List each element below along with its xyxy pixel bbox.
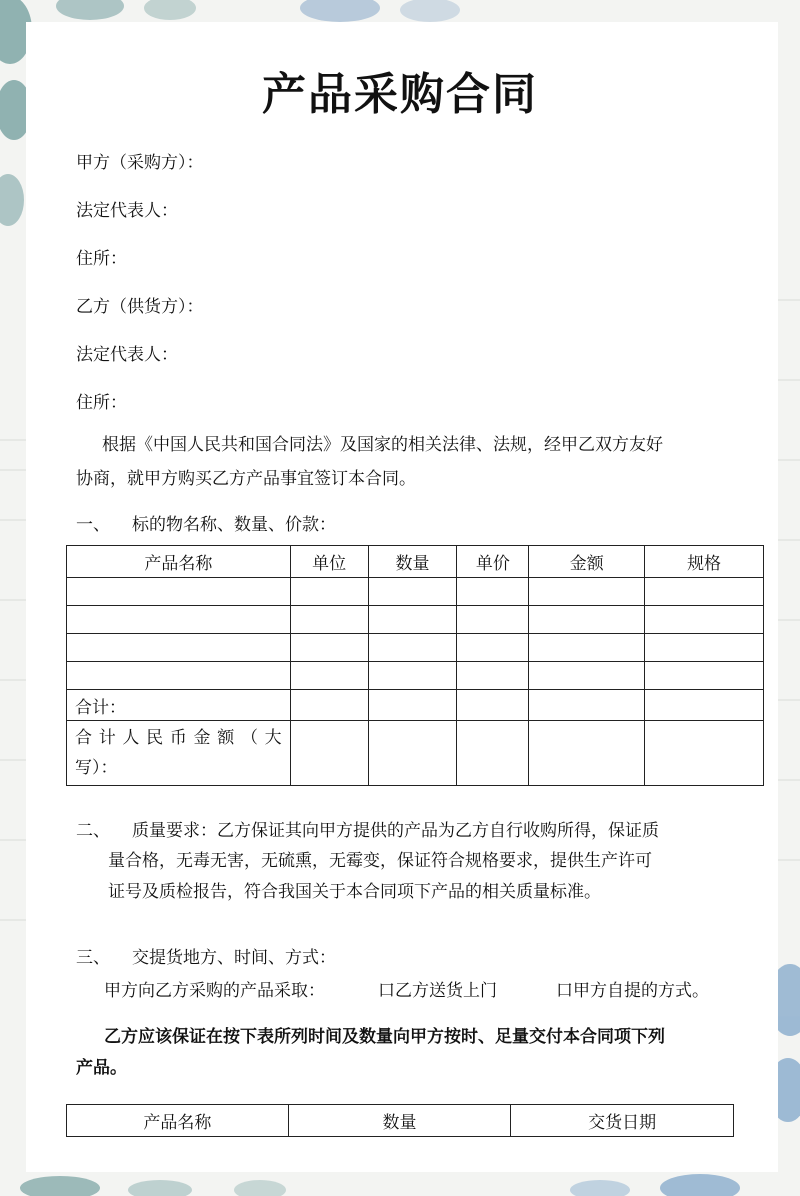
table-cell[interactable] (290, 721, 368, 786)
blue-leaf-cluster-top-right (300, 0, 460, 22)
table-header-row (67, 1105, 734, 1137)
option-buyer-pickup[interactable]: 口甲方自提的方式。 (556, 981, 709, 1001)
table-cell[interactable] (529, 606, 645, 634)
table-cell[interactable] (457, 606, 529, 634)
total-row (67, 690, 764, 721)
header-quantity: 数量 (368, 546, 457, 578)
table-cell[interactable] (290, 662, 368, 690)
delivery-obligation-line-2: 产品。 (76, 1058, 127, 1078)
section-3-number: 三、 (76, 948, 110, 968)
table-cell[interactable] (290, 634, 368, 662)
document-title: 产品采购合同 (262, 69, 538, 120)
party-a-representative-label: 法定代表人： (76, 201, 178, 221)
intro-line-2: 协商，就甲方购买乙方产品事宜签订本合同。 (76, 469, 416, 489)
total-label: 合计： (67, 690, 291, 721)
table-cell[interactable] (67, 606, 291, 634)
table-cell[interactable] (457, 634, 529, 662)
table-cell[interactable] (290, 578, 368, 606)
rmb-total-label (67, 721, 291, 786)
header-product-name: 产品名称 (67, 546, 291, 578)
table-cell[interactable] (457, 690, 529, 721)
table-cell[interactable] (529, 578, 645, 606)
rmb-total-row (67, 721, 764, 786)
table-cell[interactable] (67, 634, 291, 662)
table-cell[interactable] (645, 634, 764, 662)
table-cell[interactable] (457, 662, 529, 690)
table-row (67, 662, 764, 690)
section-2-line-3: 证号及质检报告，符合我国关于本合同项下产品的相关质量标准。 (108, 882, 601, 902)
header-amount: 金额 (529, 546, 645, 578)
section-2-number: 二、 (76, 821, 110, 841)
section-2-line-1: 质量要求：乙方保证其向甲方提供的产品为乙方自行收购所得，保证质 (132, 821, 659, 841)
party-a-label: 甲方（采购方）： (76, 153, 204, 173)
rmb-total-label-line-2: 写）： (75, 758, 118, 778)
table-cell[interactable] (67, 578, 291, 606)
party-a-address-label: 住所： (76, 249, 127, 269)
header-quantity: 数量 (288, 1105, 511, 1137)
party-b-address-label: 住所： (76, 393, 127, 413)
party-b-representative-label: 法定代表人： (76, 345, 178, 365)
table-cell[interactable] (368, 606, 457, 634)
table-cell[interactable] (457, 721, 529, 786)
table-cell[interactable] (290, 690, 368, 721)
table-header-row (67, 546, 764, 578)
header-unit-price: 单价 (457, 546, 529, 578)
section-1-heading: 标的物名称、数量、价款： (132, 515, 336, 535)
delivery-method-label: 甲方向乙方采购的产品采取： (104, 981, 325, 1001)
table-cell[interactable] (290, 606, 368, 634)
table-cell[interactable] (645, 721, 764, 786)
table-cell[interactable] (368, 721, 457, 786)
table-cell[interactable] (368, 634, 457, 662)
table-cell[interactable] (645, 662, 764, 690)
teal-leaf-cluster-bottom-left (20, 1176, 286, 1196)
table-cell[interactable] (368, 690, 457, 721)
table-cell[interactable] (457, 578, 529, 606)
header-specification: 规格 (645, 546, 764, 578)
rmb-total-label-line-1: 合计人民币金额（大 (75, 728, 282, 748)
table-row (67, 578, 764, 606)
table-cell[interactable] (529, 721, 645, 786)
table-cell[interactable] (67, 662, 291, 690)
table-cell[interactable] (645, 578, 764, 606)
header-delivery-date: 交货日期 (511, 1105, 734, 1137)
section-1-number: 一、 (76, 515, 110, 535)
section-2-line-2: 量合格，无毒无害，无硫熏，无霉变，保证符合规格要求，提供生产许可 (108, 851, 652, 871)
option-seller-delivery[interactable]: 口乙方送货上门 (378, 981, 497, 1001)
delivery-obligation-line-1: 乙方应该保证在按下表所列时间及数量向甲方按时、足量交付本合同项下列 (104, 1027, 665, 1047)
table-cell[interactable] (529, 634, 645, 662)
table-cell[interactable] (645, 690, 764, 721)
header-product-name: 产品名称 (67, 1105, 289, 1137)
party-b-label: 乙方（供货方）： (76, 297, 204, 317)
table-cell[interactable] (368, 578, 457, 606)
goods-price-table (66, 545, 764, 786)
table-cell[interactable] (368, 662, 457, 690)
delivery-schedule-table (66, 1104, 734, 1137)
table-cell[interactable] (529, 690, 645, 721)
section-3-heading: 交提货地方、时间、方式： (132, 948, 336, 968)
intro-line-1: 根据《中国人民共和国合同法》及国家的相关法律、法规，经甲乙双方友好 (102, 435, 663, 455)
table-cell[interactable] (645, 606, 764, 634)
header-unit: 单位 (290, 546, 368, 578)
table-cell[interactable] (529, 662, 645, 690)
table-row (67, 606, 764, 634)
table-row (67, 634, 764, 662)
